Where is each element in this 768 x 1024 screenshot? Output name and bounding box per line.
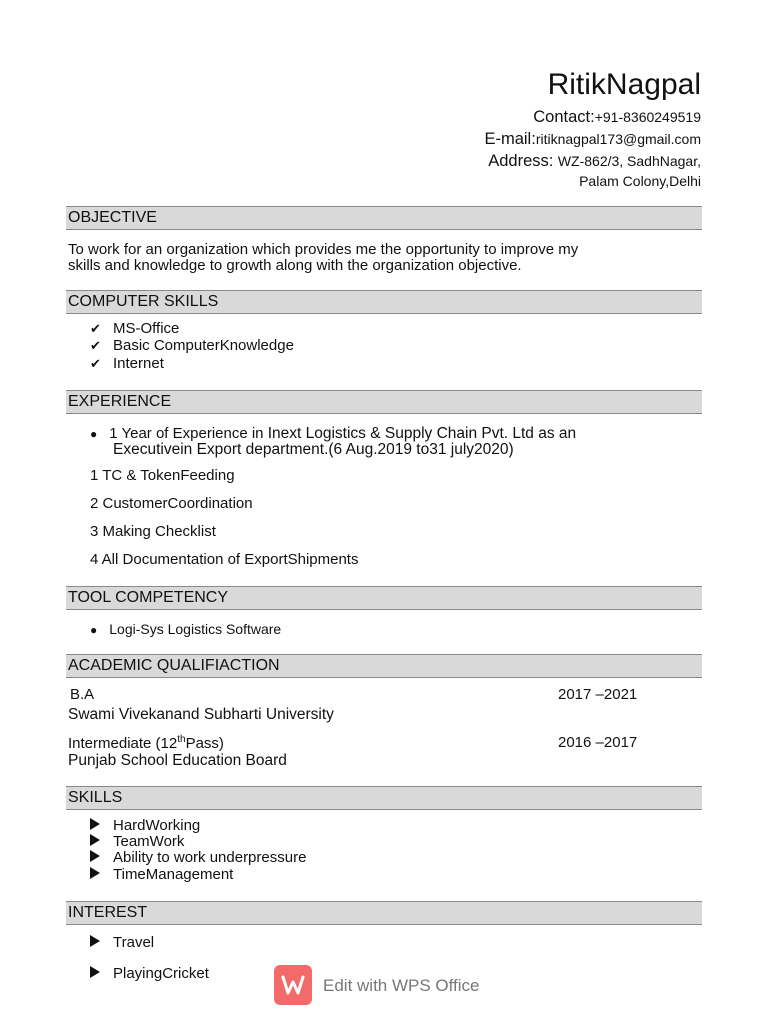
- institution-name: Swami Vivekanand Subharti University: [68, 706, 334, 723]
- section-heading: OBJECTIVE: [68, 209, 157, 226]
- address-line: [488, 152, 701, 171]
- address-label: Address:: [488, 152, 554, 170]
- checkmark-icon: ✔: [90, 338, 101, 353]
- experience-heading-band: [66, 390, 702, 414]
- address-line2: Palam Colony,Delhi: [579, 173, 701, 189]
- section-heading: ACADEMIC QUALIFIACTION: [68, 657, 280, 674]
- degree-years: 2017 –2021: [558, 686, 638, 703]
- academic-heading-band: [66, 654, 702, 678]
- list-item: ✔ Basic ComputerKnowledge: [90, 337, 294, 354]
- checkmark-icon: ✔: [90, 321, 101, 336]
- arrow-bullet-icon: [90, 966, 100, 978]
- degree-label: B.A: [70, 686, 95, 703]
- email-line: [484, 130, 701, 149]
- experience-summary-line2: Executivein Export department.(6 Aug.2019 to31 july2020): [113, 441, 514, 458]
- bullet-icon: ●: [90, 623, 98, 637]
- arrow-bullet-icon: [90, 834, 100, 846]
- wps-logo-icon[interactable]: [274, 965, 312, 1005]
- arrow-bullet-icon: [90, 850, 100, 862]
- address-line2-row: [579, 173, 701, 191]
- institution-name: Punjab School Education Board: [68, 752, 287, 769]
- list-item: TeamWork: [90, 833, 184, 850]
- section-heading: INTEREST: [68, 904, 148, 921]
- list-item: PlayingCricket: [90, 965, 209, 982]
- duty-item: 4 All Documentation of ExportShipments: [90, 551, 359, 568]
- duty-item: 3 Making Checklist: [90, 523, 216, 540]
- list-item: Ability to work underpressure: [90, 849, 306, 866]
- objective-line2: skills and knowledge to growth along with the organization objective.: [68, 257, 522, 274]
- list-item: HardWorking: [90, 817, 200, 834]
- email-label: E-mail:: [484, 130, 536, 148]
- wps-w-glyph-icon: [274, 965, 312, 1005]
- objective-line1: To work for an organization which provides me the opportunity to improve my: [68, 241, 579, 258]
- duty-item: 2 CustomerCoordination: [90, 495, 253, 512]
- list-item: TimeManagement: [90, 866, 233, 883]
- arrow-bullet-icon: [90, 935, 100, 947]
- contact-value: +91-8360249519: [594, 109, 701, 125]
- degree-label: Intermediate (12thPass): [68, 734, 224, 752]
- arrow-bullet-icon: [90, 867, 100, 879]
- candidate-name: RitikNagpal: [547, 68, 701, 101]
- skills-heading-band: [66, 786, 702, 810]
- section-heading: EXPERIENCE: [68, 393, 172, 410]
- section-heading: COMPUTER SKILLS: [68, 293, 219, 310]
- list-item: Travel: [90, 934, 154, 951]
- computer-skills-heading-band: [66, 290, 702, 314]
- degree-years: 2016 –2017: [558, 734, 638, 751]
- list-item: ✔ MS-Office: [90, 320, 180, 337]
- section-heading: TOOL COMPETENCY: [68, 589, 229, 606]
- interest-heading-band: [66, 901, 702, 925]
- bullet-icon: ●: [90, 427, 98, 441]
- tool-competency-heading-band: [66, 586, 702, 610]
- contact-line: [533, 108, 701, 127]
- section-heading: SKILLS: [68, 789, 123, 806]
- arrow-bullet-icon: [90, 818, 100, 830]
- address-line1: WZ-862/3, SadhNagar,: [557, 153, 701, 169]
- list-item: ✔ Internet: [90, 355, 164, 372]
- checkmark-icon: ✔: [90, 356, 101, 371]
- objective-heading-band: [66, 206, 702, 230]
- wps-edit-link[interactable]: Edit with WPS Office: [323, 976, 480, 995]
- email-value: ritiknagpal173@gmail.com: [535, 131, 701, 147]
- contact-label: Contact:: [533, 108, 595, 126]
- experience-summary-line1: ● 1 Year of Experience in Inext Logistics & Supply Chain Pvt. Ltd as an: [90, 425, 577, 442]
- duty-item: 1 TC & TokenFeeding: [90, 467, 235, 484]
- list-item: ● Logi-Sys Logistics Software: [90, 621, 282, 637]
